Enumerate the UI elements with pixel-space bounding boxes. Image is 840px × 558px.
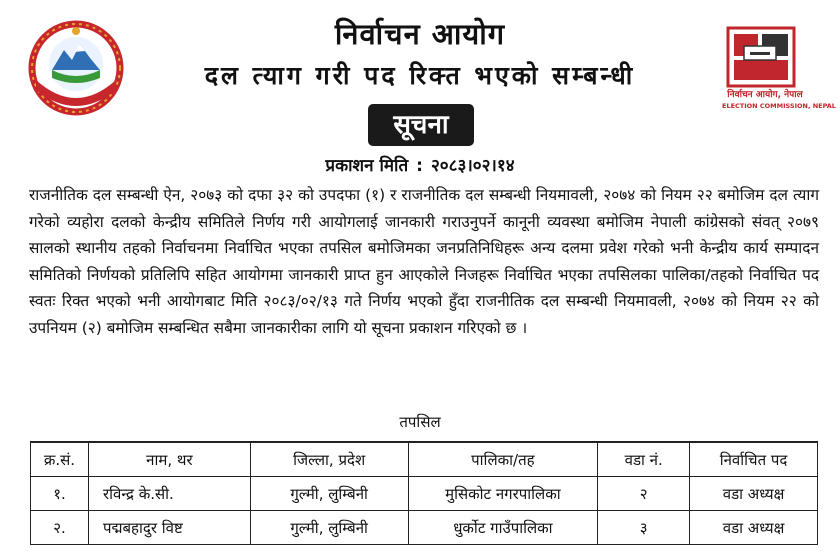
table-caption: तपसिल: [399, 413, 441, 431]
table-cell-name: रविन्द्र के.सी.: [88, 477, 250, 511]
table-header-ward: वडा नं.: [598, 442, 690, 477]
table-row: [31, 477, 818, 511]
ec-name-nepali: निर्वाचन आयोग, नेपाल: [727, 90, 803, 100]
publication-date-separator: :: [416, 156, 423, 176]
table-cell-serial: १.: [31, 477, 89, 511]
table-row: [31, 511, 818, 545]
ec-name-english: ELECTION COMMISSION, NEPAL: [722, 102, 836, 110]
page-title: निर्वाचन आयोग: [334, 17, 506, 51]
table-header-row: [31, 442, 818, 477]
notice-badge: सूचना: [368, 104, 474, 146]
table-cell-district: गुल्मी, लुम्बिनी: [250, 511, 408, 545]
table-cell-municipality: मुसिकोट नगरपालिका: [408, 477, 598, 511]
table-cell-serial: २.: [31, 511, 89, 545]
table-header-name: नाम, थर: [88, 442, 250, 477]
publication-date-value: २०८३।०२।१४: [430, 156, 515, 176]
representatives-table: [30, 441, 818, 545]
table-cell-ward: ३: [598, 511, 690, 545]
notice-subject: दल त्याग गरी पद रिक्त भएको सम्बन्धी: [204, 61, 636, 90]
table-cell-municipality: धुर्कोट गाउँपालिका: [408, 511, 598, 545]
table-header-municipality: पालिका/तह: [408, 442, 598, 477]
table-cell-position: वडा अध्यक्ष: [690, 511, 818, 545]
table-header-district: जिल्ला, प्रदेश: [250, 442, 408, 477]
table-cell-name: पद्मबहादुर विष्ट: [88, 511, 250, 545]
notice-body: राजनीतिक दल सम्बन्धी ऐन, २०७३ को दफा ३२ को उपदफा (१) र राजनीतिक दल सम्बन्धी नियमावली, २०७४ को नियम २२ बमोजिम दल त्याग गरेको व्यहोरा दलको केन्द्रीय समितिले निर्णय गरी आयोगलाई जानकारी गराउनुपर्ने कानूनी व्यवस्था बमोजिम नेपाली कांग्रेसको संवत् २०७९ सालको स्थानीय तहको निर्वाचनमा निर्वाचित भएका तपसिल बमोजिमका जनप्रतिनिधिहरू अन्य दलमा प्रवेश गरेको भनी केन्द्रीय कार्य सम्पादन समितिको निर्णयको प्रतिलिपि सहित आयोगमा जानकारी प्राप्त हुन आएकोले निजहरू निर्वाचित भएका तपसिलका पालिका/तहको निर्वाचित पद स्वतः रिक्त भएको भनी आयोगबाट मिति २०८३/०२/१३ गते निर्णय भएको हुँदा राजनीतिक दल सम्बन्धी नियमावली, २०७४ को नियम २२ को उपनियम (२) बमोजिम सम्बन्धित सबैमा जानकारीका लागि यो सूचना प्रकाशन गरिएको छ ।: [29, 186, 819, 337]
table-header-serial: क्र.सं.: [31, 442, 89, 477]
table-cell-position: वडा अध्यक्ष: [690, 477, 818, 511]
table-cell-district: गुल्मी, लुम्बिनी: [250, 477, 408, 511]
table-cell-ward: २: [598, 477, 690, 511]
table-header-position: निर्वाचित पद: [690, 442, 818, 477]
publication-date-label: प्रकाशन मिति: [325, 156, 409, 176]
publication-date-line: [0, 154, 840, 178]
